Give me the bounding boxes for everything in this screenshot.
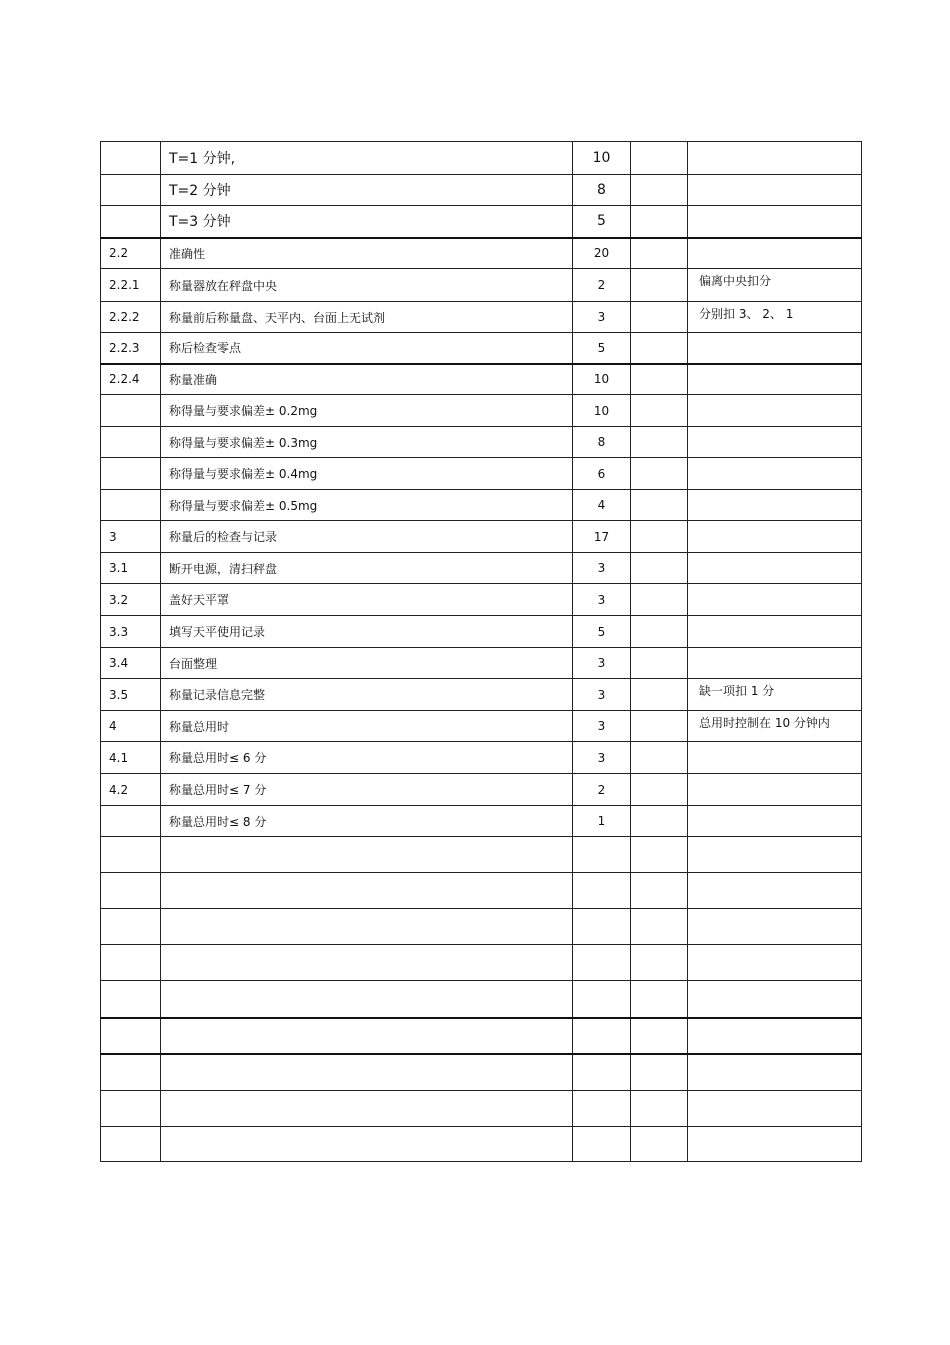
table-row [101,364,862,395]
item-description-cell: T=1 分钟, [161,142,573,175]
table-row [101,806,862,837]
item-description-cell: 称得量与要求偏差± 0.2mg [161,395,573,427]
item-description-cell: 断开电源，清扫秤盘 [161,553,573,584]
item-number-cell [101,981,161,1018]
score-cell: 8 [573,175,631,206]
table-row [101,553,862,584]
item-description-cell: 称量器放在秤盘中央 [161,269,573,302]
note-cell [688,1091,862,1127]
table-row [101,1018,862,1054]
blank-score-cell [631,521,688,553]
table-row [101,945,862,981]
table-row [101,1127,862,1162]
note-cell [688,1127,862,1162]
table-row [101,774,862,806]
item-number-cell [101,490,161,521]
score-cell: 20 [573,238,631,269]
note-cell [688,490,862,521]
blank-score-cell [631,206,688,238]
score-cell [573,1127,631,1162]
blank-score-cell [631,774,688,806]
table-row [101,427,862,458]
table-row [101,584,862,616]
score-cell: 10 [573,142,631,175]
table-row [101,269,862,302]
note-cell: 分别扣 3、 2、 1 [688,302,862,333]
item-number-cell: 3.2 [101,584,161,616]
score-cell [573,1054,631,1091]
blank-score-cell [631,553,688,584]
item-number-cell: 3.4 [101,648,161,679]
blank-score-cell [631,648,688,679]
item-number-cell: 2.2.2 [101,302,161,333]
blank-score-cell [631,679,688,711]
score-cell: 4 [573,490,631,521]
score-cell: 6 [573,458,631,490]
item-number-cell: 3 [101,521,161,553]
item-number-cell [101,395,161,427]
blank-score-cell [631,945,688,981]
table-row [101,909,862,945]
note-cell: 缺一项扣 1 分 [688,679,862,711]
blank-score-cell [631,837,688,873]
item-number-cell: 3.1 [101,553,161,584]
score-cell [573,945,631,981]
note-cell [688,584,862,616]
note-cell [688,742,862,774]
table-row [101,395,862,427]
blank-score-cell [631,364,688,395]
score-cell: 10 [573,364,631,395]
item-number-cell [101,873,161,909]
item-number-cell [101,142,161,175]
item-description-cell: T=3 分钟 [161,206,573,238]
blank-score-cell [631,584,688,616]
note-cell [688,521,862,553]
blank-score-cell [631,711,688,742]
note-cell [688,873,862,909]
note-cell [688,206,862,238]
blank-score-cell [631,1054,688,1091]
blank-score-cell [631,333,688,364]
score-cell [573,981,631,1018]
item-number-cell [101,806,161,837]
item-description-cell: 称得量与要求偏差± 0.3mg [161,427,573,458]
table-row [101,711,862,742]
item-description-cell: 称后检查零点 [161,333,573,364]
item-description-cell [161,1054,573,1091]
item-number-cell: 4.1 [101,742,161,774]
item-description-cell: 称量总用时≤ 6 分 [161,742,573,774]
note-cell [688,981,862,1018]
score-cell: 3 [573,711,631,742]
table-row [101,679,862,711]
item-number-cell: 2.2.1 [101,269,161,302]
note-cell [688,648,862,679]
item-number-cell [101,1127,161,1162]
table-row [101,1091,862,1127]
blank-score-cell [631,742,688,774]
item-description-cell: T=2 分钟 [161,175,573,206]
blank-score-cell [631,427,688,458]
item-number-cell [101,427,161,458]
note-cell [688,837,862,873]
note-cell [688,1054,862,1091]
item-number-cell: 3.5 [101,679,161,711]
blank-score-cell [631,1018,688,1054]
score-cell [573,837,631,873]
item-number-cell [101,945,161,981]
score-cell [573,1091,631,1127]
item-description-cell: 称量总用时≤ 8 分 [161,806,573,837]
item-number-cell [101,1018,161,1054]
item-description-cell: 称量总用时≤ 7 分 [161,774,573,806]
table-row [101,302,862,333]
note-cell [688,427,862,458]
score-cell: 17 [573,521,631,553]
blank-score-cell [631,1127,688,1162]
score-cell: 3 [573,584,631,616]
item-description-cell: 称量总用时 [161,711,573,742]
item-description-cell: 称量后的检查与记录 [161,521,573,553]
score-cell: 3 [573,553,631,584]
note-cell [688,1018,862,1054]
note-cell [688,553,862,584]
item-description-cell: 称得量与要求偏差± 0.5mg [161,490,573,521]
table-row [101,333,862,364]
table-row [101,175,862,206]
note-cell [688,458,862,490]
item-number-cell [101,458,161,490]
note-cell [688,175,862,206]
blank-score-cell [631,1091,688,1127]
table-row [101,1054,862,1091]
score-cell: 8 [573,427,631,458]
blank-score-cell [631,490,688,521]
score-cell: 3 [573,679,631,711]
score-cell: 10 [573,395,631,427]
blank-score-cell [631,981,688,1018]
note-cell [688,945,862,981]
item-number-cell [101,206,161,238]
blank-score-cell [631,302,688,333]
score-cell [573,873,631,909]
note-cell: 总用时控制在 10 分钟内 [688,711,862,742]
table-row [101,648,862,679]
score-cell: 2 [573,269,631,302]
item-number-cell [101,909,161,945]
note-cell [688,774,862,806]
score-cell: 5 [573,616,631,648]
scoring-table [100,141,862,1162]
score-cell [573,909,631,945]
item-description-cell [161,909,573,945]
item-description-cell: 称量记录信息完整 [161,679,573,711]
blank-score-cell [631,458,688,490]
item-number-cell: 2.2.4 [101,364,161,395]
blank-score-cell [631,806,688,837]
item-number-cell: 2.2.3 [101,333,161,364]
blank-score-cell [631,909,688,945]
item-description-cell: 称得量与要求偏差± 0.4mg [161,458,573,490]
table-row [101,458,862,490]
note-cell [688,142,862,175]
note-cell [688,395,862,427]
table-row [101,981,862,1018]
score-cell: 5 [573,333,631,364]
item-number-cell [101,1054,161,1091]
note-cell [688,333,862,364]
item-description-cell: 称量准确 [161,364,573,395]
blank-score-cell [631,175,688,206]
note-cell: 偏离中央扣分 [688,269,862,302]
item-number-cell [101,837,161,873]
item-description-cell: 称量前后称量盘、天平内、台面上无试剂 [161,302,573,333]
table-row [101,742,862,774]
item-description-cell [161,981,573,1018]
table-row [101,142,862,175]
item-description-cell: 台面整理 [161,648,573,679]
item-number-cell [101,1091,161,1127]
note-cell [688,238,862,269]
item-description-cell [161,837,573,873]
scoring-table-body [101,142,862,1162]
note-cell [688,806,862,837]
table-row [101,837,862,873]
item-description-cell [161,945,573,981]
score-cell: 3 [573,742,631,774]
score-cell: 1 [573,806,631,837]
blank-score-cell [631,142,688,175]
table-row [101,521,862,553]
item-number-cell: 2.2 [101,238,161,269]
score-cell: 2 [573,774,631,806]
item-number-cell: 4 [101,711,161,742]
blank-score-cell [631,238,688,269]
blank-score-cell [631,873,688,909]
note-cell [688,616,862,648]
item-description-cell [161,1091,573,1127]
table-row [101,206,862,238]
item-description-cell [161,873,573,909]
score-cell: 3 [573,302,631,333]
table-row [101,873,862,909]
item-description-cell: 盖好天平罩 [161,584,573,616]
item-number-cell: 3.3 [101,616,161,648]
item-description-cell [161,1018,573,1054]
score-cell: 3 [573,648,631,679]
item-number-cell [101,175,161,206]
blank-score-cell [631,616,688,648]
item-number-cell: 4.2 [101,774,161,806]
table-row [101,238,862,269]
note-cell [688,909,862,945]
table-row [101,616,862,648]
table-row [101,490,862,521]
score-cell [573,1018,631,1054]
blank-score-cell [631,395,688,427]
note-cell [688,364,862,395]
item-description-cell: 准确性 [161,238,573,269]
score-cell: 5 [573,206,631,238]
item-description-cell [161,1127,573,1162]
item-description-cell: 填写天平使用记录 [161,616,573,648]
blank-score-cell [631,269,688,302]
